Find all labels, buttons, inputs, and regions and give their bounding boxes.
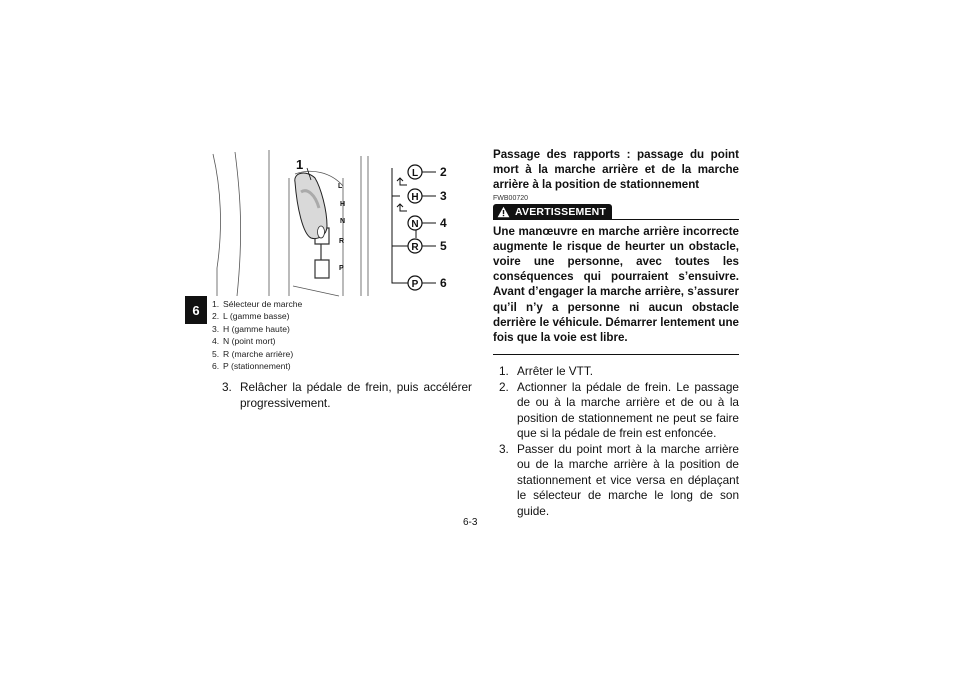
caption-text: Sélecteur de marche <box>223 299 303 309</box>
caption-number: 2. <box>212 311 220 322</box>
warning-rule <box>612 219 739 220</box>
step-item <box>222 380 472 411</box>
callout-3: 3 <box>440 189 447 203</box>
step-item <box>499 442 739 520</box>
position-letter-n: N <box>411 219 419 230</box>
callout-leaders <box>422 172 436 283</box>
step-number: 2. <box>499 379 509 394</box>
console-bottom-line <box>293 286 339 296</box>
arrow-h-to-l <box>397 178 407 185</box>
gate-letter-r: R <box>339 238 345 245</box>
right-step-list <box>493 364 739 519</box>
gate-letter-p: P <box>339 265 344 272</box>
warning-end-rule <box>493 354 739 355</box>
left-step-list <box>222 380 472 411</box>
warning-label: AVERTISSEMENT <box>515 205 607 218</box>
warning-text: Une manœuvre en marche arrière incorrecte augmente le risque de heurter un obstacle, voire une personne, avec toutes les conséquences qui pourraient s’ensuivre. Avant d’engager la marche arrière, s’assurer qu’il n’y a personne ni aucun obstacle derrière le véhicule. Démarrer lentement une fois que la voie est libre. <box>493 224 739 345</box>
caption-text: P (stationnement) <box>223 361 291 372</box>
caption-number: 4. <box>212 336 220 347</box>
callout-5: 5 <box>440 239 447 253</box>
position-letter-p: P <box>411 279 419 290</box>
step-text: Actionner la pédale de frein. Le passage de ou à la marche arrière et de ou à la position de stationnement ne peut se faire que si la pédale de frein est enfoncée. <box>517 379 739 441</box>
caption-item <box>212 360 302 372</box>
warning-triangle-icon <box>497 206 510 218</box>
caption-item <box>212 335 302 347</box>
step-number: 3. <box>499 441 509 456</box>
page-number: 6-3 <box>463 517 478 528</box>
chapter-tab: 6 <box>185 296 207 324</box>
callout-2: 2 <box>440 165 447 179</box>
console-side-lines <box>361 156 368 296</box>
step-number: 1. <box>499 364 509 379</box>
gate-letter-l: L <box>338 183 343 190</box>
caption-number: 1. <box>212 299 220 309</box>
body-contour-mid <box>235 152 241 296</box>
shift-lever-figure <box>211 148 475 298</box>
caption-text: L (gamme basse) <box>223 311 290 322</box>
caption-item <box>212 298 302 310</box>
gate-letter-h: H <box>340 201 346 208</box>
caption-text: R (marche arrière) <box>223 348 294 359</box>
caption-item <box>212 323 302 335</box>
step-number: 3. <box>222 380 232 394</box>
caption-text: H (gamme haute) <box>223 323 290 334</box>
step-text: Passer du point mort à la marche arrière ou de la marche arrière à la position de stationnement et vice versa en déplaçant le sélecteur de marche le long de son guide. <box>517 441 739 518</box>
right-column <box>493 147 739 519</box>
step-item <box>499 380 739 442</box>
step-item <box>499 364 739 380</box>
caption-text: N (point mort) <box>223 336 276 347</box>
warning-header <box>493 204 739 220</box>
callout-1: 1 <box>296 157 304 172</box>
position-letter-l: L <box>411 168 419 179</box>
callout-6: 6 <box>440 276 447 290</box>
arrow-n-to-h <box>397 204 407 211</box>
caption-number: 5. <box>212 348 220 359</box>
caption-item <box>212 310 302 322</box>
section-title: Passage des rapports : passage du point mort à la marche arrière et de la marche arrière à la position de stationnement <box>493 148 739 192</box>
caption-item <box>212 348 302 360</box>
caption-number: 6. <box>212 361 220 372</box>
caption-number: 3. <box>212 323 220 334</box>
warning-badge <box>493 204 612 220</box>
gate-letter-n: N <box>340 218 346 225</box>
position-letter-r: R <box>411 242 419 253</box>
body-contour-left <box>213 154 220 296</box>
lever-grip-mark <box>318 226 325 238</box>
position-letter-h: H <box>411 192 419 203</box>
reference-code: FWB00720 <box>493 194 529 202</box>
step-text: Relâcher la pédale de frein, puis accélérer progressivement. <box>240 380 472 410</box>
callout-4: 4 <box>440 216 447 230</box>
figure-caption-list <box>212 298 302 372</box>
step-text: Arrêter le VTT. <box>517 364 594 379</box>
